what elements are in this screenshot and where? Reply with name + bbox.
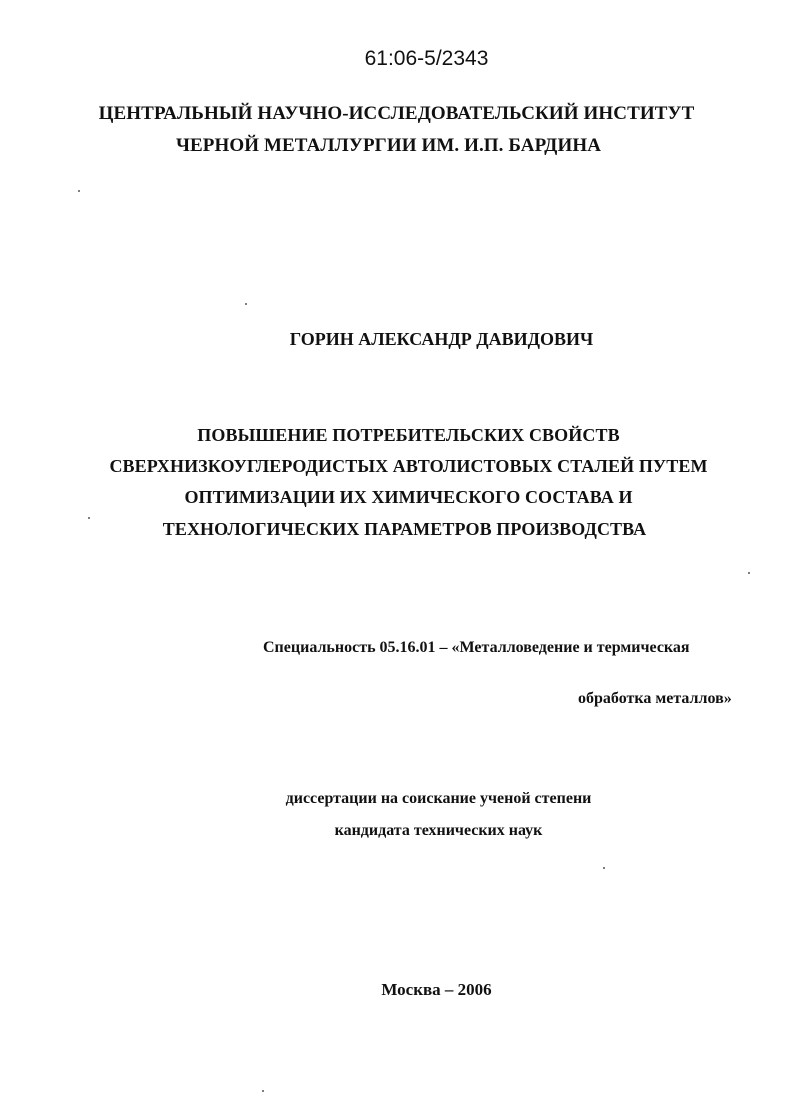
degree-line-2: кандидата технических наук: [334, 822, 543, 839]
scan-speck: [748, 572, 750, 574]
institution-line-2: ЧЕРНОЙ МЕТАЛЛУРГИИ ИМ. И.П. БАРДИНА: [175, 135, 602, 156]
scan-speck: [245, 303, 247, 305]
scan-speck: [78, 190, 80, 192]
scan-speck: [262, 1090, 264, 1092]
scan-speck: [88, 517, 90, 519]
document-code: 61:06-5/2343: [364, 47, 489, 70]
place-and-year: Москва – 2006: [381, 980, 492, 999]
dissertation-title-line-3: ОПТИМИЗАЦИИ ИХ ХИМИЧЕСКОГО СОСТАВА И: [184, 487, 633, 507]
dissertation-title-line-2: СВЕРХНИЗКОУГЛЕРОДИСТЫХ АВТОЛИСТОВЫХ СТАЛЕЙ ПУТЕМ: [109, 456, 708, 476]
specialty-line-1: Специальность 05.16.01 – «Металловедение и термическая: [263, 639, 690, 656]
scan-speck: [603, 867, 605, 869]
institution-line-1: ЦЕНТРАЛЬНЫЙ НАУЧНО-ИССЛЕДОВАТЕЛЬСКИЙ ИНСТИТУТ: [98, 103, 695, 124]
dissertation-title-line-4: ТЕХНОЛОГИЧЕСКИХ ПАРАМЕТРОВ ПРОИЗВОДСТВА: [162, 519, 647, 539]
author-name: ГОРИН АЛЕКСАНДР ДАВИДОВИЧ: [289, 329, 594, 349]
dissertation-title-line-1: ПОВЫШЕНИЕ ПОТРЕБИТЕЛЬСКИХ СВОЙСТВ: [197, 425, 620, 445]
degree-line-1: диссертации на соискание ученой степени: [285, 790, 592, 807]
specialty-line-2: обработка металлов»: [578, 690, 732, 707]
